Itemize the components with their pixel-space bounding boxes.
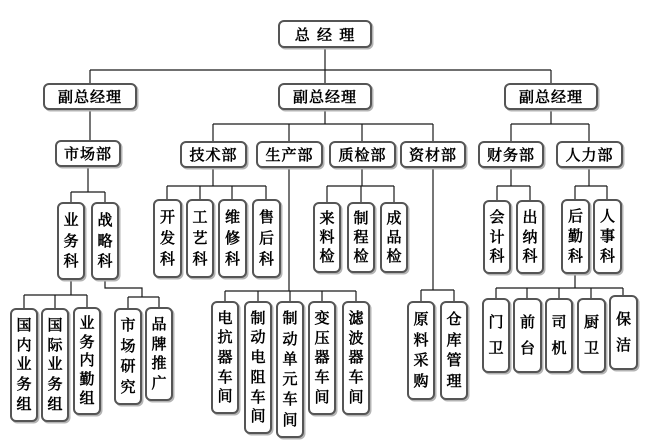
org-node-sec-lailiao: 来 料 检 <box>313 202 341 273</box>
org-node-grp-shichang: 市 场 研 究 <box>114 308 142 405</box>
connector-line <box>105 280 142 297</box>
org-node-ws-danyuan: 制 动 单 元 车 间 <box>276 301 304 438</box>
org-node-sec-chuna: 出 纳 科 <box>516 200 544 274</box>
org-node-grp-guoji: 国 际 业 务 组 <box>41 308 69 422</box>
org-node-grp-guonei: 国 内 业 务 组 <box>10 308 38 422</box>
org-node-ws-diankang: 电 抗 器 车 间 <box>211 301 239 414</box>
org-node-vp-left: 副总经理 <box>43 83 137 110</box>
org-node-sec-chengpin: 成 品 检 <box>380 202 408 273</box>
org-node-sec-houqin: 后 勤 科 <box>561 199 590 274</box>
org-node-sec-kaifa: 开 发 科 <box>153 199 182 278</box>
org-node-hq-qiantai: 前 台 <box>513 298 542 373</box>
org-node-grp-neiqin: 业 务 内 勤 组 <box>73 307 101 415</box>
org-node-dept-prod: 生产部 <box>256 141 323 168</box>
org-node-ws-lvbo: 滤 波 器 车 间 <box>342 301 370 415</box>
org-node-sec-kuaiji: 会 计 科 <box>483 200 511 274</box>
org-node-hq-siji: 司 机 <box>545 298 573 373</box>
org-node-hq-baojie: 保 洁 <box>609 295 638 370</box>
org-node-dept-tech: 技术部 <box>180 141 247 168</box>
org-node-sec-yewu: 业 务 科 <box>57 202 85 280</box>
org-node-mat-cangku: 仓 库 管 理 <box>440 301 468 400</box>
org-node-hq-menwei: 门 卫 <box>482 298 510 373</box>
org-node-ws-dianzu: 制 动 电 阻 车 间 <box>244 301 272 434</box>
org-node-dept-hr: 人力部 <box>556 141 623 168</box>
org-node-vp-center: 副总经理 <box>278 83 372 110</box>
org-node-dept-market: 市场部 <box>55 140 121 167</box>
org-node-hq-chuwei: 厨 卫 <box>577 298 606 373</box>
org-node-sec-zhanlve: 战 略 科 <box>91 202 119 280</box>
org-node-grp-pinpai: 品 牌 推 广 <box>145 307 173 401</box>
org-node-mat-yuanliao: 原 料 采 购 <box>407 301 435 400</box>
org-node-dept-qc: 质检部 <box>329 141 396 168</box>
org-node-vp-right: 副总经理 <box>504 83 598 110</box>
org-node-sec-gongyi: 工 艺 科 <box>186 199 214 278</box>
org-node-sec-zhicheng: 制 程 检 <box>347 202 375 273</box>
org-node-dept-material: 资材部 <box>400 141 466 168</box>
org-node-ws-bianya: 变 压 器 车 间 <box>308 301 336 415</box>
org-node-ceo: 总 经 理 <box>278 20 372 48</box>
org-node-sec-shouhou: 售 后 科 <box>252 199 281 278</box>
org-node-sec-weixiu: 维 修 科 <box>218 199 247 278</box>
org-node-sec-renshi: 人 事 科 <box>593 199 622 274</box>
org-node-dept-finance: 财务部 <box>478 141 544 168</box>
